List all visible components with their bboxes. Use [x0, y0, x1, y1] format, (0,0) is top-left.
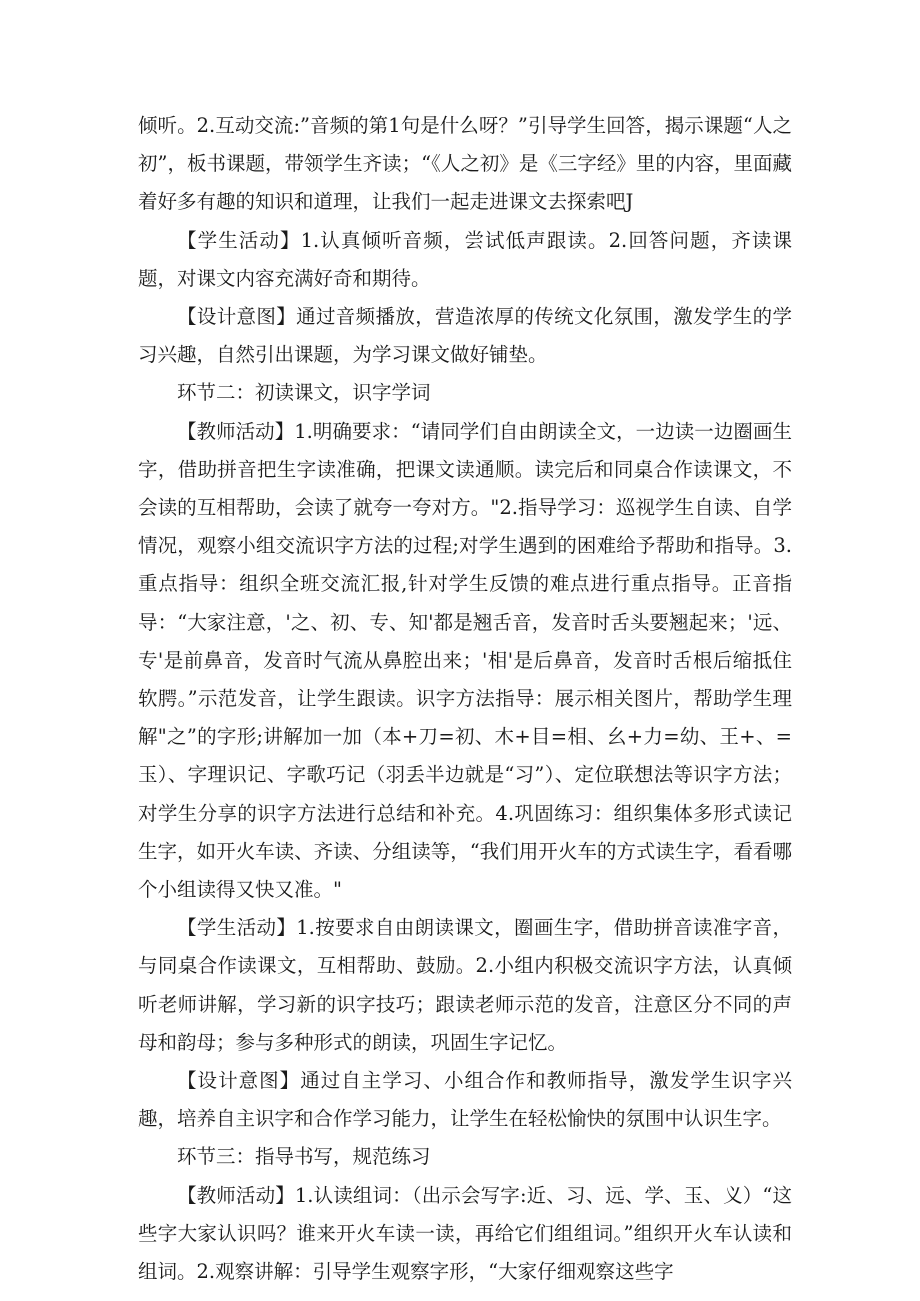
document-page — [138, 107, 792, 1291]
paragraph-student-activity-1: 【学生活动】1.认真倾听音频，尝试低声跟读。2.回答问题，齐读课题，对课文内容充满好奇和期待。 — [138, 228, 792, 290]
section-heading-2: 环节二：初读课文，识字学词 — [177, 381, 431, 405]
section-heading-3: 环节三：指导书写，规范练习 — [177, 1145, 431, 1169]
paragraph-teacher-activity-2: 【教师活动】1.明确要求：“请同学们自由朗读全文，一边读一边圈画生字，借助拼音把生字读准确，把课文读通顺。读完后和同桌合作读课文，不会读的互相帮助，会读了就夸一夸对方。"2.指导学习：巡视学生自读、自学情况，观察小组交流识字方法的过程;对学生遇到的困难给予帮助和指导。3.重点指导：组织全班交流汇报,针对学生反馈的难点进行重点指导。正音指导：“大家注意，'之、初、专、知'都是翘舌音，发音时舌头要翘起来；'远、专'是前鼻音，发音时气流从鼻腔出来；'相'是后鼻音，发音时舌根后缩抵住软腭。”示范发音，让学生跟读。识字方法指导：展示相关图片，帮助学生理解"之”的字形;讲解加一加（本+刀=初、木+目=相、幺+力=幼、王+、=玉）、字理识记、字歌巧记（羽丢半边就是“习”）、定位联想法等识字方法；对学生分享的识字方法进行总结和补充。4.巩固练习：组织集体多形式读记生字，如开火车读、齐读、分组读等，“我们用开火车的方式读生字，看看哪个小组读得又快又准。" — [138, 419, 792, 902]
paragraph-intro-continuation: 倾听。2.互动交流:”音频的第1句是什么呀？”引导学生回答，揭示课题“人之初”，板书课题，带领学生齐读；“《人之初》是《三字经》里的内容，里面藏着好多有趣的知识和道理，让我们一起走进课文去探索吧J — [138, 114, 792, 214]
paragraph-student-activity-2: 【学生活动】1.按要求自由朗读课文，圈画生字，借助拼音读准字音，与同桌合作读课文，互相帮助、鼓励。2.小组内积极交流识字方法，认真倾听老师讲解，学习新的识字技巧；跟读老师示范的发音，注意区分不同的声母和韵母；参与多种形式的朗读，巩固生字记忆。 — [138, 916, 792, 1054]
paragraph-design-intent-2: 【设计意图】通过自主学习、小组合作和教师指导，激发学生识字兴趣，培养自主识字和合作学习能力，让学生在轻松愉快的氛围中认识生字。 — [138, 1069, 792, 1131]
paragraph-teacher-activity-3: 【教师活动】1.认读组词：（出示会写字:近、习、远、学、玉、义）“这些字大家认识吗？谁来开火车读一读，再给它们组组词。”组织开火车认读和组词。2.观察讲解：引导学生观察字形，“大家仔细观察这些字 — [138, 1183, 792, 1284]
paragraph-design-intent-1: 【设计意图】通过音频播放，营造浓厚的传统文化氛围，激发学生的学习兴趣，自然引出课题，为学习课文做好铺垫。 — [138, 305, 792, 367]
